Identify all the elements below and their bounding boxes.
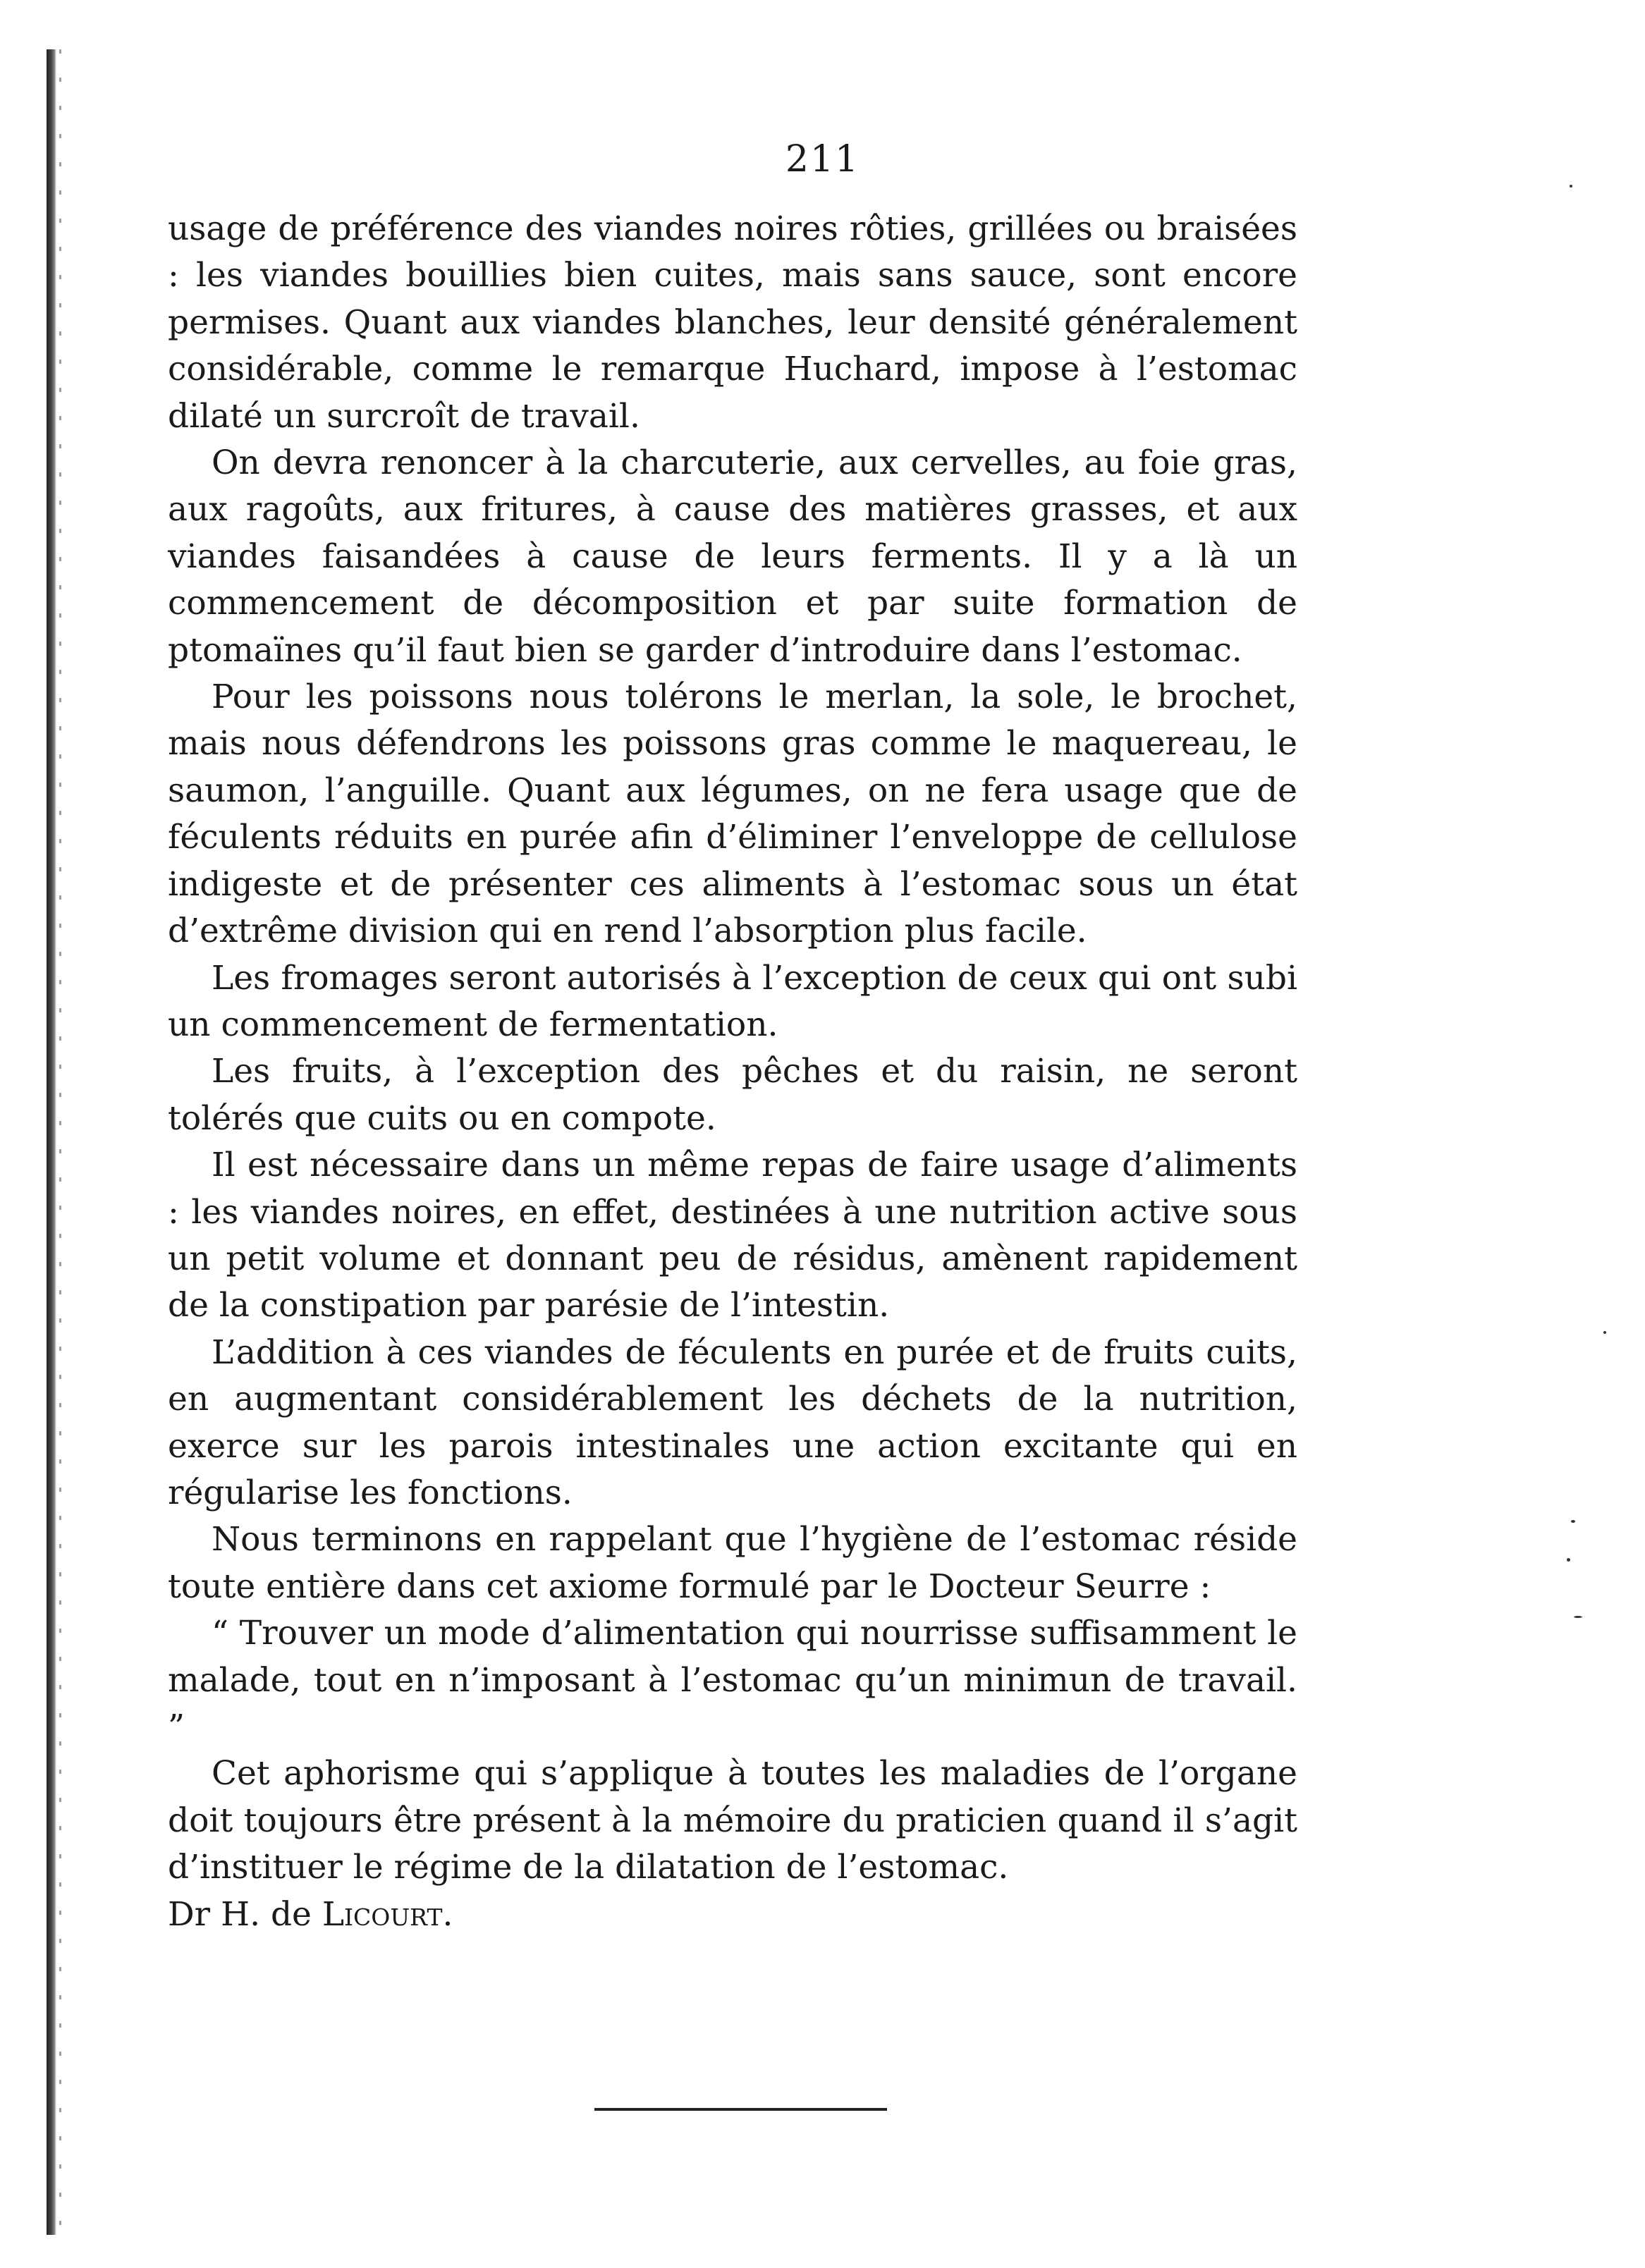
paragraph: L’addition à ces viandes de féculents en purée et de fruits cuits, en augmentant considérablement les déchets de la nutrition, exerce sur les parois intestinales une action excitante qui en régularise les fonctions. xyxy=(168,1332,1297,1512)
signature-prefix: Dr H. de xyxy=(168,1894,322,1934)
paragraph: usage de préférence des viandes noires rôties, grillées ou braisées : les viandes bouillies bien cuites, mais sans sauce, sont encore permises. Quant aux viandes blanches, leur densité généralement considérable, comme le remarque Huchard, impose à l’estomac dilaté un surcroît de travail. xyxy=(168,209,1297,436)
scan-speck xyxy=(1567,1558,1570,1562)
quotation: “ Trouver un mode d’alimentation qui nourrisse suffisamment le malade, tout en n’imposant à l’estomac qu’un minimun de travail. ” xyxy=(168,1614,1297,1746)
end-rule xyxy=(594,2108,887,2111)
author-signature xyxy=(168,1892,1297,1938)
paragraph: Cet aphorisme qui s’applique à toutes les maladies de l’organe doit toujours être présent à la mémoire du praticien quand il s’agit d’instituer le régime de la dilatation de l’estomac. xyxy=(168,1754,1297,1887)
paragraph: Les fruits, à l’exception des pêches et du raisin, ne seront tolérés que cuits ou en compote. xyxy=(168,1052,1297,1138)
signature-surname: Licourt. xyxy=(322,1894,453,1934)
binding-edge xyxy=(47,49,56,2235)
paragraph: Les fromages seront autorisés à l’exception de ceux qui ont subi un commencement de fermentation. xyxy=(168,958,1297,1044)
scan-speck xyxy=(1570,185,1572,188)
scan-speck xyxy=(1574,1616,1582,1618)
page-number: 211 xyxy=(785,138,860,180)
paragraph: Pour les poissons nous tolérons le merlan, la sole, le brochet, mais nous défendrons les poissons gras comme le maquereau, le saumon, l’anguille. Quant aux légumes, on ne fera usage que de féculents réduits en purée afin d’éliminer l’enveloppe de cellulose indigeste et de présenter ces aliments à l’estomac sous un état d’extrême division qui en rend l’absorption plus facile. xyxy=(168,678,1297,951)
scan-speck xyxy=(1603,1331,1606,1334)
paragraph: Nous terminons en rappelant que l’hygiène de l’estomac réside toute entière dans cet axiome formulé par le Docteur Seurre : xyxy=(168,1520,1297,1606)
paragraph: Il est nécessaire dans un même repas de faire usage d’aliments : les viandes noires, en effet, destinées à une nutrition active sous un petit volume et donnant peu de résidus, amènent rapidement de la constipation par parésie de l’intestin. xyxy=(168,1146,1297,1325)
paragraph: On devra renoncer à la charcuterie, aux cervelles, au foie gras, aux ragoûts, aux fritures, à cause des matières grasses, et aux viandes faisandées à cause de leurs ferments. Il y a là un commencement de décomposition et par suite formation de ptomaïnes qu’il faut bien se garder d’introduire dans l’estomac. xyxy=(168,443,1297,670)
body-text xyxy=(168,206,1297,1938)
scan-speck xyxy=(1571,1520,1575,1523)
